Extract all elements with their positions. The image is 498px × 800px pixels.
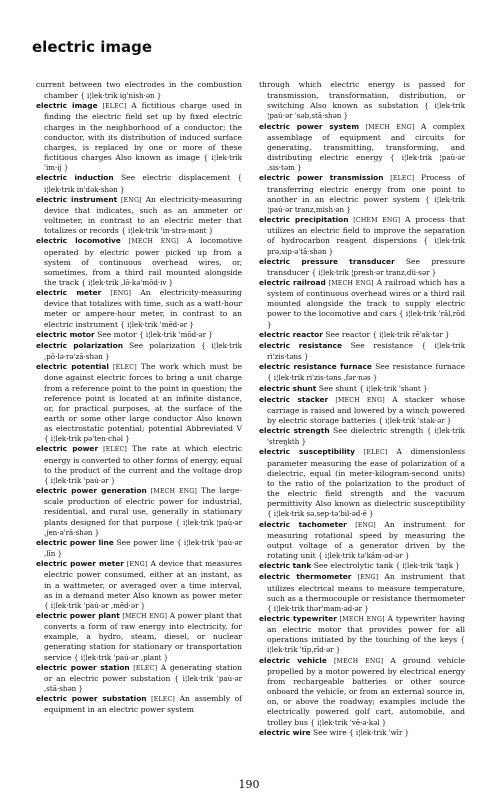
dictionary-entry [36,236,242,288]
entry-definition: through which electric energy is passed for transmission, transformation, distribution, or switching Also known as substation [259,80,465,111]
entry-headword: electric image [36,101,98,111]
entry-definition: See polarization [128,340,196,350]
entry-field-tag: [MECH ENG] [365,123,415,131]
entry-headword: electric potential [36,362,109,372]
entry-pronunciation: { i¦lek·trik 'pau̇·ər } [44,475,116,485]
entry-headword: electric power station [36,662,130,672]
dictionary-entry [36,288,242,330]
entry-pronunciation: { i¦lek·trik ¦pau̇·ər 'səb,stā·shən } [267,101,465,121]
right-column [259,80,465,739]
entry-field-tag: [MECH ENG] [122,612,168,620]
entry-field-tag: [ENG] [355,521,376,529]
entry-field-tag: [MECH ENG] [128,238,179,246]
entry-headword: electric instrument [36,194,118,204]
dictionary-entry [259,728,465,739]
dictionary-entry [259,656,465,728]
entry-field-tag: [ENG] [121,196,142,204]
entry-headword: electric power meter [36,559,124,569]
entry-headword: electric power substation [36,694,147,704]
dictionary-entry [36,559,242,611]
dictionary-entry [259,173,465,215]
dictionary-entry [259,384,465,395]
dictionary-entry [36,195,242,237]
entry-definition: A device that measures electric power consumed, either at an instant, as in a wattmeter, or averaged over a time interval, as in a demand meter Also known as power meter [44,559,242,600]
entry-field-tag: [MECH ENG] [335,396,385,404]
entry-field-tag: [MECH ENG] [333,657,384,665]
entry-headword: electric pressure transducer [259,256,395,266]
entry-pronunciation: { i¦lek·trik 'wīr } [349,727,410,737]
dictionary-entry [36,538,242,559]
dictionary-entry [259,278,465,330]
entry-definition: See resistance [350,340,413,350]
entry-field-tag: [MECH ENG] [339,615,385,623]
entry-pronunciation: { i¦lek·trik 'streŋkth } [267,426,465,447]
dictionary-entry [259,447,465,519]
entry-field-tag: [ENG] [357,574,379,582]
entry-pronunciation: { i¦lek·trik ¦presh·ər tranz,dü·sər } [311,267,437,277]
entry-field-tag: [ELEC] [102,103,127,111]
entry-definition: See power line [116,537,175,547]
entry-definition: See wire [313,727,347,737]
entry-definition: See resistance furnace [375,362,466,372]
entry-definition: An instrument that utilizes electrical means to measure temperature, such as a thermocouple or resistance thermometer [267,572,465,603]
entry-definition: The work which must be done against electric forces to bring a unit charge from a reference point to the point in question; the reference point is located at an infinite distance, or, for practical purposes, at the surface of the earth or some other large conductor Also known as electrostatic potential; potential Abbreviated V [44,362,242,434]
entry-field-tag: [ELEC] [112,364,137,372]
entry-headword: electric power line [36,537,114,547]
entry-pronunciation: { i¦lek·trik pə'ten·chəl } [44,434,130,444]
entry-pronunciation: { i¦lek·trik ,lō·kə'mōd·iv } [81,277,174,287]
entry-pronunciation: { i¦lek·trik ¦pau̇·ər tranz,mish·ən } [267,194,465,214]
entry-headword: electric railroad [259,277,326,287]
dictionary-entry [36,444,242,486]
entry-definition: current between two electrodes in the combustion chamber [36,80,242,101]
entry-field-tag: [ELEC] [103,446,128,454]
dictionary-entry [36,694,242,715]
dictionary-entry [36,101,242,173]
entry-headword: electric power plant [36,610,120,620]
entry-field-tag: [CHEM ENG] [353,217,401,225]
dictionary-entry [259,215,465,257]
left-column [36,80,242,716]
dictionary-entry [36,362,242,444]
entry-pronunciation: { i¦lek·trik 'shənt } [359,383,428,393]
dictionary-entry [36,486,242,538]
entry-pronunciation: { i¦lek·trik 'stak·ər } [378,416,452,425]
entry-headword: electric power transmission [259,173,384,183]
entry-headword: electric induction [36,173,114,183]
entry-pronunciation: { i¦lek·trik ri'zis·təns } [267,340,465,362]
entry-definition: A fictitious charge used in finding the electric field set up by fixed electric charges in the neighborhood of a conductor; the conductor, with its distribution of induced surface charges, is replaced by one or more of these fictitious charges Also known as image [44,101,242,163]
entry-headword: electric power generation [36,486,147,496]
entry-definition: A railroad which has a system of continuous overhead wires or a third rail mounted alongside the track to supply electric power to the locomotive and cars [267,277,465,319]
running-head: electric image [32,38,153,56]
entry-headword: electric tank [259,561,312,571]
dictionary-entry [259,257,465,278]
entry-definition: See pressure transducer [267,256,465,277]
entry-definition: The rate at which electric energy is converted to other forms of energy, equal to the product of the current and the voltage drop [44,444,242,475]
dictionary-entry [259,561,465,572]
entry-pronunciation: { i¦lek·trik ri'zis·təns ,fər·nəs } [267,373,378,383]
dictionary-entry [259,395,465,426]
entry-definition: An instrument for measuring rotational speed by measuring the output voltage of a generator driven by the rotating unit [267,519,466,561]
entry-pronunciation: { i¦lek·trik ig'nish·ən } [80,91,162,101]
entry-definition: A process that utilizes an electric field to improve the separation of hydrocarbon reagent dispersions [267,215,466,246]
entry-pronunciation: { i¦lek·trik tə'käm·əd·ər } [318,551,410,561]
entry-headword: electric susceptibility [259,447,355,457]
entry-headword: electric polarization [36,340,123,350]
entry-pronunciation: { i¦lek·trik 'vē·ə·kəl } [310,717,387,727]
dictionary-entry [259,341,465,362]
entry-field-tag: [ENG] [126,561,148,569]
entry-field-tag: [ELEC] [390,175,415,183]
entry-definition: A typewriter having an electric motor that provides power for all operations initiated by the touching of the keys [267,613,465,645]
entry-pronunciation: { i¦lek·trik 'mēd·ər } [120,319,194,329]
entry-pronunciation: { i¦lek·trik rē'ak·tər } [372,329,450,339]
entry-definition: Process of transferring electric energy from one point to another in an electric power system [267,173,465,204]
entry-field-tag: [MECH ENG] [150,488,198,496]
entry-definition: A complex assemblage of equipment and circuits for generating, transmitting, transforming, and distributing electric energy [267,121,465,163]
dictionary-entry [259,520,465,562]
dictionary-entry [259,80,465,122]
dictionary-entry [259,572,465,614]
entry-pronunciation: { i¦lek·trik 'pau̇·ər ,stā·shən } [44,673,242,694]
entry-headword: electric stacker [259,394,329,404]
entry-definition: See reactor [325,329,371,339]
entry-definition: See shunt [318,383,357,393]
entry-headword: electric thermometer [259,572,352,582]
entry-headword: electric locomotive [36,236,121,246]
entry-pronunciation: { i¦lek·trik ¦pau̇·ər ,sis·təm } [267,153,465,173]
entry-headword: electric meter [36,288,102,298]
entry-definition: An assembly of equipment in an electric power system [44,694,242,715]
entry-pronunciation: { i¦lek·trik 'taŋk } [395,561,460,571]
dictionary-entry [36,341,242,362]
entry-definition: The large-scale production of electric power for industrial, residential, and rural use, generally in stationary plants designed for that purpose [44,486,242,527]
entry-field-tag: [ELEC] [151,696,176,704]
entry-pronunciation: { i¦lek·trik ¦pau̇·ər ,jen·ə'rā·shən } [44,517,242,537]
entry-headword: electric reactor [259,329,323,339]
page-number: 190 [238,778,260,791]
entry-definition: An electricity-measuring device that totalizes with time, such as a watt-hour meter or ampere-hour meter, in contrast to an electric instrument [44,288,242,329]
entry-field-tag: [MECH ENG] [328,279,374,287]
entry-headword: electric resistance furnace [259,362,372,372]
entry-definition: See electric displacement [120,173,231,183]
entry-headword: electric precipitation [259,215,349,225]
entry-pronunciation: { i¦lek·trik 'im·ij } [44,153,242,173]
dictionary-entry [259,426,465,447]
entry-pronunciation: { i¦lek·trik thər'mam·əd·ər } [267,603,369,613]
entry-pronunciation: { i¦lek·trik ,pō·lə·rə'zā·shən } [44,340,242,362]
entry-definition: See dielectric strength [333,426,424,436]
entry-pronunciation: { i¦lek·trik prə,sip·ə'tā·shən } [267,236,465,256]
entry-definition: An electricity-measuring device that indicates, such as an ammeter or voltmeter, in contrast to an electric meter that totalizes or records [44,194,242,236]
entry-definition: A generating station or an electric power substation [44,662,242,683]
dictionary-entry [259,614,465,656]
entry-pronunciation: { i¦lek·trik 'mōd·ər } [139,329,213,339]
entry-pronunciation: { i¦lek·trik 'rāl,rōd } [267,309,465,329]
dictionary-entry [36,330,242,341]
entry-definition: A ground vehicle propelled by a motor powered by electrical energy from rechargeable batteries or other source onboard the vehicle, or from an external source in, on, or above the roadway; examples include the electrically powered golf cart, automobile, and trolley bus [267,655,466,727]
entry-headword: electric strength [259,426,330,436]
entry-pronunciation: { i¦lek·trik 'in·strə·mənt } [121,226,214,236]
entry-definition: A locomotive operated by electric power picked up from a system of continuous overhead wires, or, sometimes, from a third rail mounted alongside the track [44,236,242,287]
dictionary-entry [36,80,242,101]
entry-pronunciation: { i¦lek·trik 'pau̇·ər ,plant } [73,652,169,662]
entry-definition: A stacker whose carriage is raised and lowered by a winch powered by electric storage batteries [267,394,465,425]
dictionary-entry [36,611,242,663]
dictionary-entry [259,330,465,341]
entry-field-tag: [ELEC] [363,449,388,457]
entry-pronunciation: { i¦lek·trik in'dək·shən } [44,173,242,194]
entry-headword: electric vehicle [259,655,327,665]
entry-headword: electric resistance [259,340,342,350]
entry-definition: See motor [97,329,137,339]
entry-pronunciation: { i¦lek·trik sə,sep·tə'bil·əd·ē } [267,509,374,519]
entry-headword: electric tachometer [259,519,347,529]
entry-field-tag: [ENG] [110,290,132,298]
entry-headword: electric power system [259,121,360,131]
entry-headword: electric typewriter [259,613,337,623]
entry-headword: electric shunt [259,383,317,393]
entry-field-tag: [ELEC] [133,664,158,672]
dictionary-entry [36,173,242,194]
entry-pronunciation: { i¦lek·trik 'tīp,rīd·ər } [267,635,465,655]
entry-definition: A power plant that converts a form of raw energy into electricity, for example, a hydro, steam, diesel, or nuclear generating station for stationary or transportation service [44,610,242,662]
dictionary-entry [259,362,465,383]
entry-headword: electric power [36,444,99,454]
entry-headword: electric wire [259,727,311,737]
entry-pronunciation: { i¦lek·trik 'pau̇·ər ,mēd·ər } [44,600,146,610]
dictionary-entry [259,122,465,174]
entry-pronunciation: { i¦lek·trik 'pau̇·ər ,līn } [44,537,242,559]
entry-headword: electric motor [36,329,95,339]
entry-definition: A dimensionless parameter measuring the ease of polarization of a dielectric, equal (in meter-kilogram-second units) to the ratio of the polarization to the product of the electric field strength and the vacuum permittivity Also known as dielectric susceptibility [267,447,465,509]
entry-definition: See electrolytic tank [313,561,394,571]
dictionary-entry [36,663,242,694]
